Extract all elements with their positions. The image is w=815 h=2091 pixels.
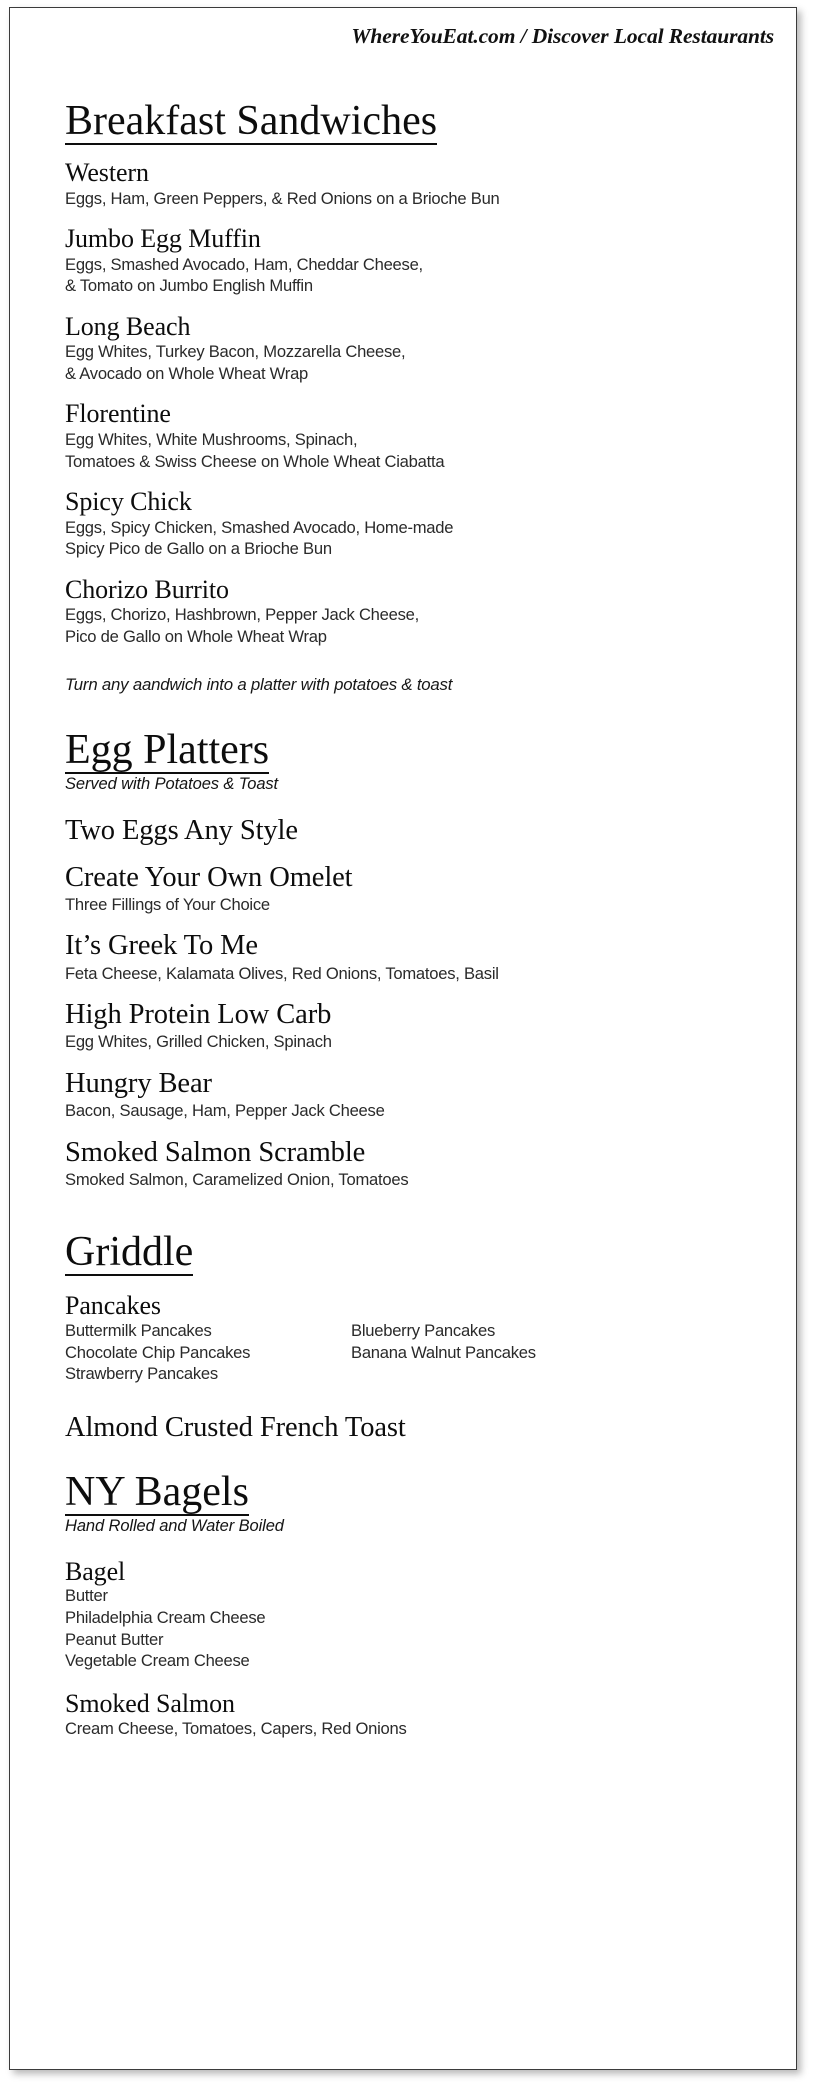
- menu-item-description-line: Spicy Pico de Gallo on a Brioche Bun: [65, 539, 332, 559]
- menu-item-description-line: Eggs, Smashed Avocado, Ham, Cheddar Cheese,: [65, 254, 423, 274]
- menu-item-name: Two Eggs Any Style: [65, 815, 298, 847]
- menu-item[interactable]: [65, 159, 782, 209]
- menu-item-description-line: Smoked Salmon, Caramelized Onion, Tomatoes: [65, 1169, 409, 1189]
- menu-item[interactable]: [65, 1138, 782, 1191]
- section-footnote-breakfast-sandwiches: Turn any aandwich into a platter with potatoes & toast: [65, 675, 453, 695]
- list-item[interactable]: Buttermilk Pancakes: [65, 1321, 212, 1341]
- section-subtitle-ny-bagels: Hand Rolled and Water Boiled: [65, 1516, 284, 1535]
- menu-item[interactable]: [65, 1000, 782, 1053]
- site-header-title: WhereYouEat.com / Discover Local Restaurants: [351, 24, 774, 48]
- menu-item-name: High Protein Low Carb: [65, 999, 332, 1031]
- menu-item-description: [65, 1100, 782, 1122]
- menu-item[interactable]: [65, 1292, 782, 1385]
- section-heading-breakfast-sandwiches: Breakfast Sandwiches: [65, 98, 438, 144]
- menu-item-description-line: Tomatoes & Swiss Cheese on Whole Wheat Ciabatta: [65, 451, 445, 471]
- list-item[interactable]: Butter: [65, 1586, 108, 1606]
- menu-item[interactable]: [65, 576, 782, 648]
- menu-item-description-line: Egg Whites, Grilled Chicken, Spinach: [65, 1032, 332, 1052]
- section-ny-bagels: [65, 1468, 782, 1740]
- menu-item-name: Smoked Salmon: [65, 1688, 235, 1718]
- list-item[interactable]: Vegetable Cream Cheese: [65, 1651, 250, 1671]
- menu-item-name: Chorizo Burrito: [65, 574, 229, 604]
- list-item[interactable]: Peanut Butter: [65, 1629, 164, 1649]
- menu-item-description-line: Eggs, Spicy Chicken, Smashed Avocado, Home-made: [65, 517, 454, 537]
- menu-item-description-line: Egg Whites, White Mushrooms, Spinach,: [65, 430, 358, 449]
- menu-item-description: [65, 254, 782, 297]
- menu-item-description: [65, 188, 782, 210]
- menu-item-description-line: Pico de Gallo on Whole Wheat Wrap: [65, 626, 327, 646]
- menu-item[interactable]: [65, 816, 782, 846]
- menu-item[interactable]: [65, 400, 782, 472]
- menu-item-description-line: & Avocado on Whole Wheat Wrap: [65, 363, 309, 383]
- section-subtitle-egg-platters: Served with Potatoes & Toast: [65, 775, 279, 794]
- section-griddle: [65, 1228, 782, 1443]
- menu-item-description-line: Eggs, Ham, Green Peppers, & Red Onions on a Brioche Bun: [65, 188, 500, 208]
- menu-item[interactable]: [65, 1558, 782, 1672]
- menu-item-name: Create Your Own Omelet: [65, 861, 353, 893]
- list-item[interactable]: Strawberry Pancakes: [65, 1364, 218, 1384]
- menu-item-name: Florentine: [65, 399, 171, 429]
- menu-item-description: [65, 604, 782, 647]
- list-item[interactable]: Chocolate Chip Pancakes: [65, 1342, 251, 1362]
- menu-item[interactable]: [65, 1690, 782, 1740]
- menu-item-description-line: Eggs, Chorizo, Hashbrown, Pepper Jack Cheese,: [65, 605, 419, 625]
- menu-item-description: [65, 1169, 782, 1191]
- menu-item-name-french-toast[interactable]: Almond Crusted French Toast: [65, 1411, 406, 1443]
- menu-item[interactable]: [65, 225, 782, 297]
- menu-item[interactable]: [65, 488, 782, 560]
- list-item[interactable]: Blueberry Pancakes: [351, 1321, 496, 1341]
- menu-item-description-line: & Tomato on Jumbo English Muffin: [65, 276, 313, 296]
- menu-item-description: [65, 341, 782, 384]
- menu-item-description: [65, 517, 782, 560]
- menu-item-name: Smoked Salmon Scramble: [65, 1136, 366, 1168]
- section-egg-platters: [65, 729, 782, 1190]
- pancakes-two-column-list: [65, 1320, 782, 1385]
- menu-item-description: [65, 1718, 782, 1740]
- menu-item-name: Spicy Chick: [65, 487, 192, 517]
- pancakes-column-right: [351, 1320, 651, 1363]
- pancakes-column-left: [65, 1320, 351, 1385]
- menu-item-name: Western: [65, 158, 149, 187]
- bagel-options-list: [65, 1585, 782, 1671]
- menu-item-name: Jumbo Egg Muffin: [65, 224, 261, 254]
- menu-item-name: Pancakes: [65, 1290, 161, 1320]
- menu-sheet: [9, 7, 797, 2070]
- section-heading-egg-platters: Egg Platters: [65, 727, 270, 774]
- menu-item-description-line: Three Fillings of Your Choice: [65, 894, 270, 914]
- list-item[interactable]: Banana Walnut Pancakes: [351, 1342, 536, 1362]
- menu-item-description-line: Bacon, Sausage, Ham, Pepper Jack Cheese: [65, 1101, 385, 1121]
- menu-item-name: It’s Greek To Me: [65, 930, 258, 962]
- menu-content: [65, 100, 782, 1740]
- menu-item-description: [65, 429, 782, 472]
- section-heading-ny-bagels: NY Bagels: [65, 1468, 249, 1515]
- menu-item[interactable]: [65, 313, 782, 385]
- menu-item-name: Bagel: [65, 1556, 126, 1586]
- menu-item-description-line: Feta Cheese, Kalamata Olives, Red Onions, Tomatoes, Basil: [65, 963, 499, 983]
- menu-item[interactable]: [65, 863, 782, 916]
- menu-item-description: [65, 1031, 782, 1053]
- menu-item-name: Hungry Bear: [65, 1067, 212, 1099]
- menu-item[interactable]: [65, 1069, 782, 1122]
- section-heading-griddle: Griddle: [65, 1228, 194, 1275]
- list-item[interactable]: Philadelphia Cream Cheese: [65, 1608, 266, 1628]
- section-breakfast-sandwiches: [65, 100, 782, 695]
- menu-item-description-line: Cream Cheese, Tomatoes, Capers, Red Onions: [65, 1719, 407, 1739]
- menu-item[interactable]: [65, 931, 782, 984]
- menu-item-description: [65, 894, 782, 916]
- menu-item-name: Long Beach: [65, 311, 191, 341]
- menu-item-description: [65, 963, 782, 985]
- menu-item-description-line: Egg Whites, Turkey Bacon, Mozzarella Cheese,: [65, 342, 406, 362]
